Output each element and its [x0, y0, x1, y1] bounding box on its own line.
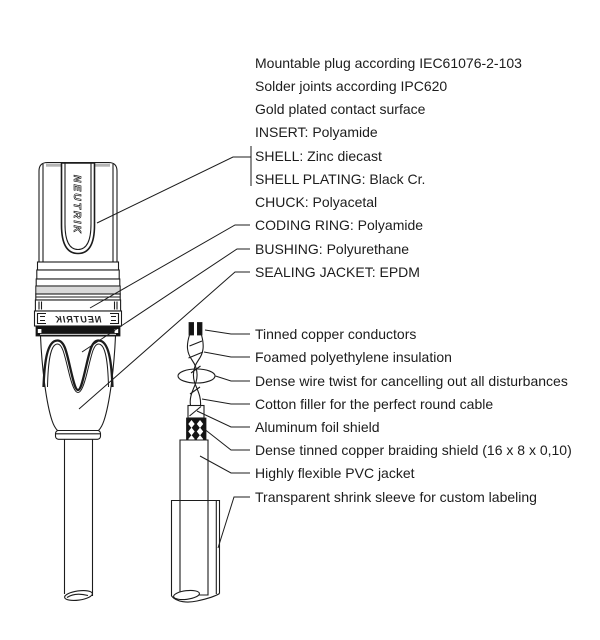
layer-label-braid: Dense tinned copper braiding shield (16 x 8 x 0,10): [255, 442, 572, 458]
cable-end: [64, 589, 93, 602]
layer-label-foil: Aluminum foil shield: [255, 419, 380, 435]
spec-labels: [255, 55, 522, 280]
xlr-connector-drawing: [35, 163, 122, 603]
spec-label-shell-plating: SHELL PLATING: Black Cr.: [255, 171, 426, 187]
chuck-band: [38, 262, 119, 270]
layer-label-jacket: Highly flexible PVC jacket: [255, 465, 415, 481]
sleeve-leader: [218, 497, 250, 548]
boot-lip: [56, 431, 101, 440]
spec-label-chuck: CHUCK: Polyacetal: [255, 194, 378, 210]
spec-label-bushing: BUSHING: Polyurethane: [255, 241, 410, 257]
spec-label-shell: SHELL: Zinc diecast: [255, 148, 382, 164]
band-notch: [38, 329, 42, 333]
cable-layer-labels: [255, 326, 572, 505]
shell-brand-logo: NEUTRIK: [71, 175, 82, 235]
braid-section: [187, 418, 207, 440]
layer-label-twist: Dense wire twist for cancelling out all disturbances: [255, 373, 568, 389]
conductors-leader: [205, 330, 250, 334]
layer-label-sleeve: Transparent shrink sleeve for custom labeling: [255, 489, 537, 505]
conductor: [189, 323, 194, 336]
braid-leader: [203, 428, 250, 450]
spec-label-mountable: Mountable plug according IEC61076-2-103: [255, 55, 522, 71]
coding-ring-brand-logo: NEUTRIK: [54, 314, 102, 325]
twisted-pair: [187, 335, 197, 406]
spec-label-coding-ring: CODING RING: Polyamide: [255, 217, 424, 233]
jacket-end: [173, 589, 200, 601]
chuck-band: [37, 270, 119, 279]
insulation-leader: [204, 352, 250, 357]
layer-label-cotton: Cotton filler for the perfect round cable: [255, 396, 494, 412]
layer-label-insulation: Foamed polyethylene insulation: [255, 349, 452, 365]
thin-ring: [35, 300, 120, 311]
shell-leader: [97, 157, 251, 223]
cotton-leader: [202, 399, 250, 404]
spec-label-sealing-jacket: SEALING JACKET: EPDM: [255, 264, 420, 280]
foil-section: [188, 406, 204, 419]
spec-label-solder: Solder joints according IPC620: [255, 78, 448, 94]
spec-label-gold: Gold plated contact surface: [255, 101, 426, 117]
pvc-jacket: [180, 440, 208, 595]
chuck-band: [36, 279, 120, 286]
chuck-band-shaded: [36, 286, 120, 294]
spec-label-insert: INSERT: Polyamide: [255, 124, 378, 140]
conductor: [197, 323, 202, 336]
twist-leader: [216, 376, 251, 381]
layer-label-conductors: Tinned copper conductors: [255, 326, 417, 342]
